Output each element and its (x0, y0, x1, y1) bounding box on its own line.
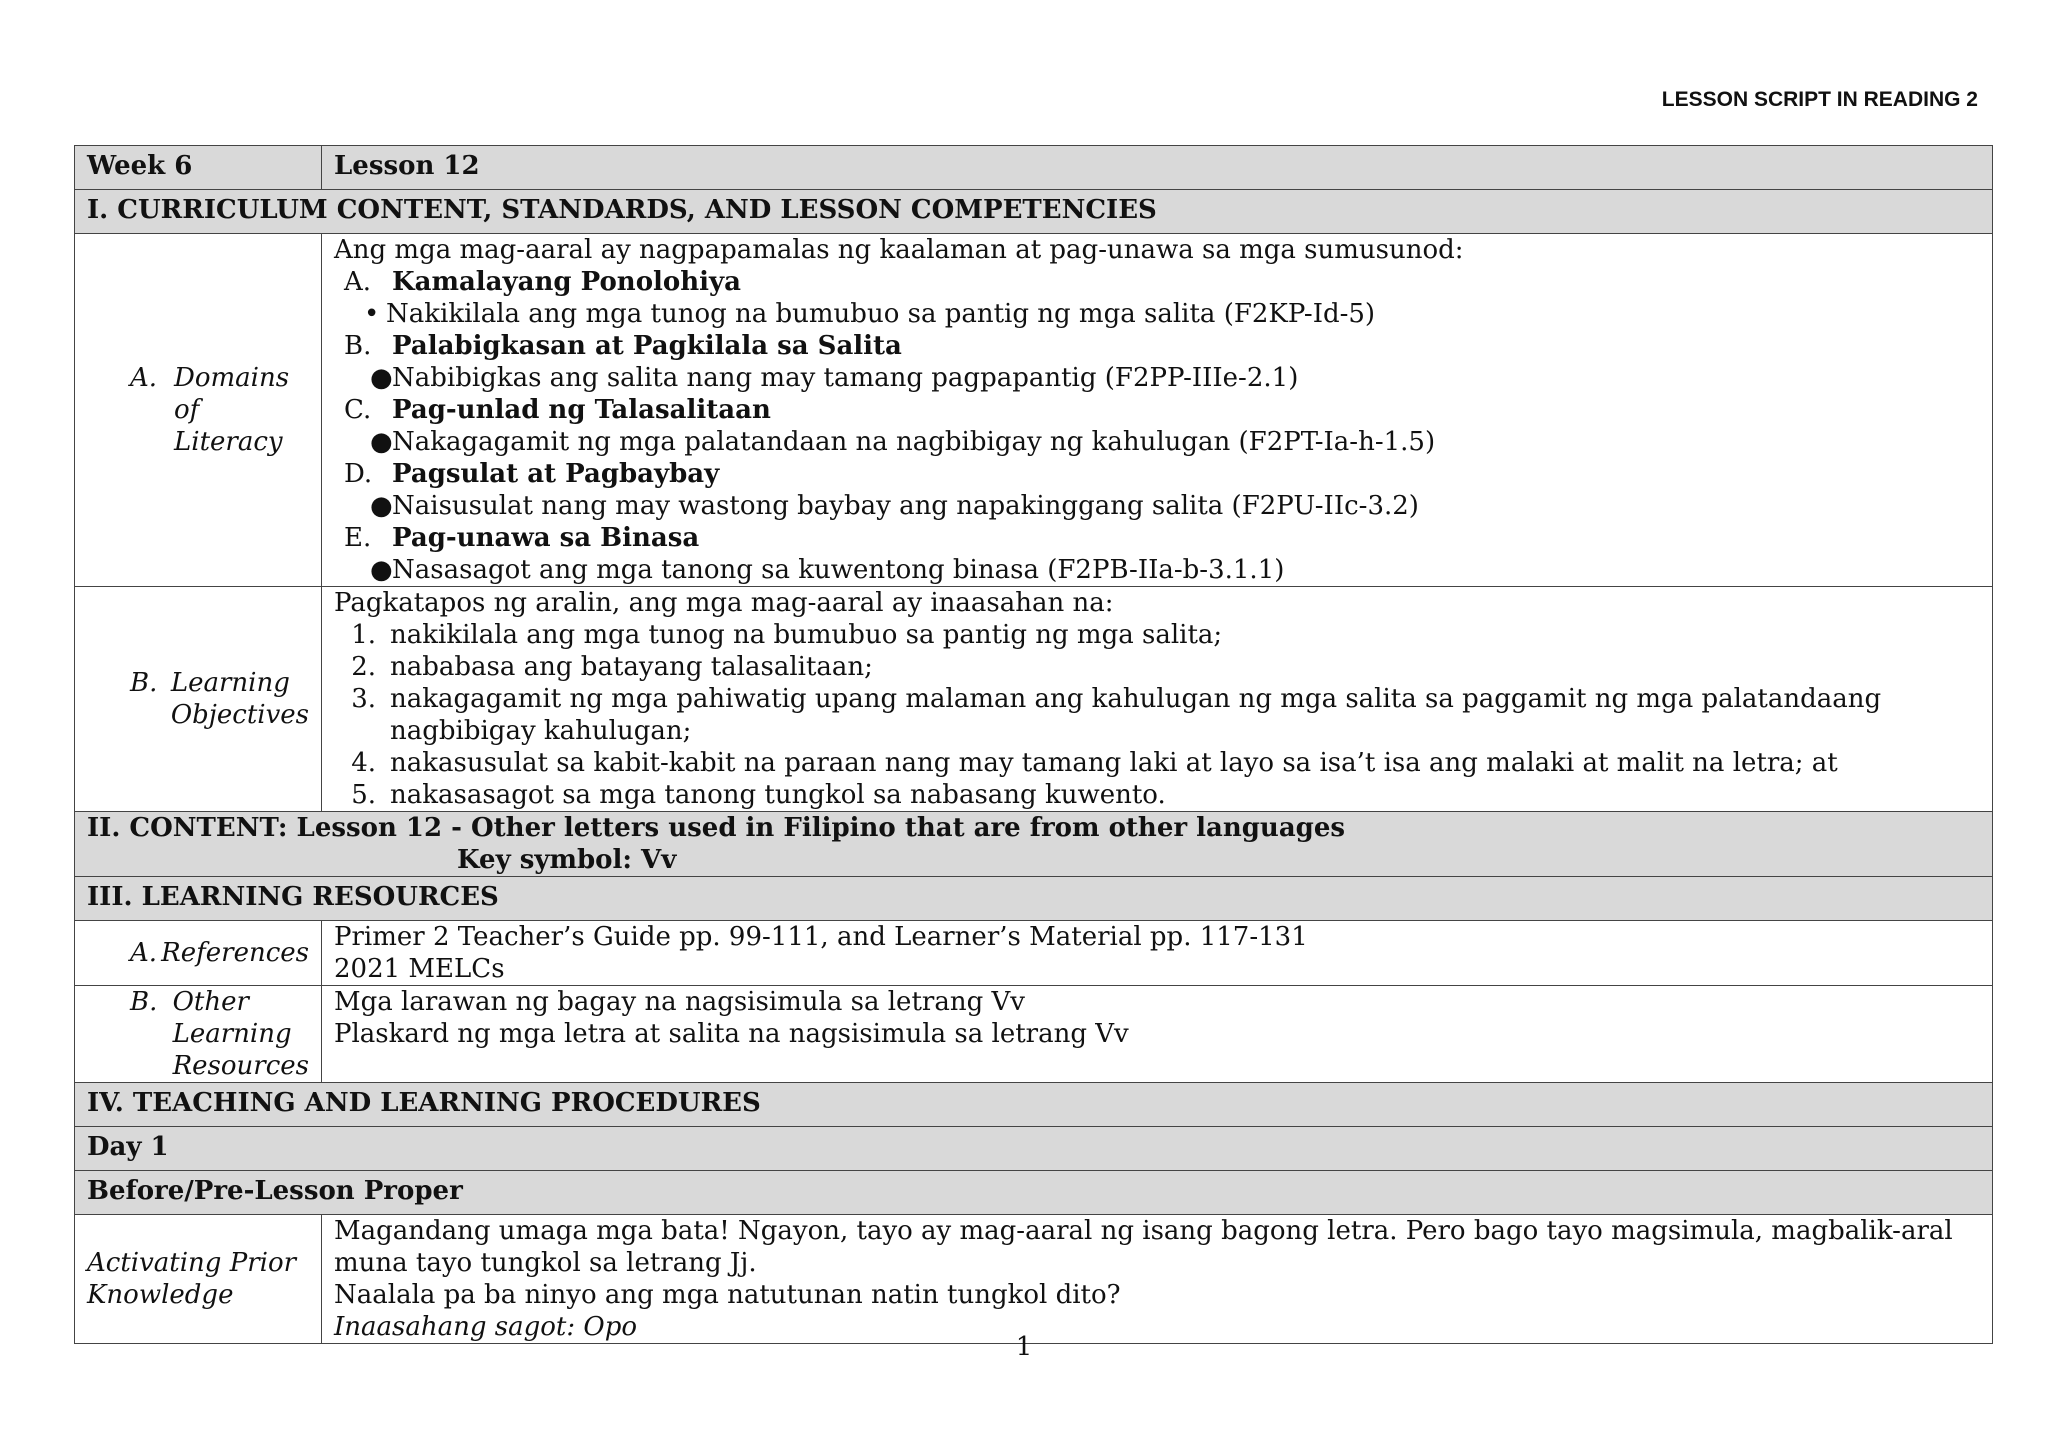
domain-title: Palabigkasan at Pagkilala sa Salita (392, 331, 902, 361)
other-resources-row (75, 986, 1993, 1083)
other-resources-label: Other Learning Resources (172, 987, 310, 1081)
references-letter: A. (130, 938, 158, 968)
activating-row (75, 1215, 1993, 1344)
domain-bullet (334, 426, 1980, 458)
week-cell: Week 6 (75, 146, 322, 190)
domain-title: Kamalayang Ponolohiya (392, 267, 742, 297)
section-2-heading-row (75, 812, 1993, 877)
section-3-heading: III. LEARNING RESOURCES (75, 877, 1993, 921)
objective-text: nakagagamit ng mga pahiwatig upang malaman ang kahulugan ng mga salita sa paggamit ng mga palatandaang nagbibigay kahulugan; (390, 684, 1882, 746)
bullet-icon: ● (370, 363, 393, 393)
domains-label: Domains of Literacy (174, 363, 290, 457)
references-content-cell (322, 921, 1993, 986)
reference-line: 2021 MELCs (334, 954, 505, 984)
references-label: References (161, 938, 309, 968)
domain-item (334, 458, 1980, 490)
domain-bullet (334, 554, 1980, 586)
domains-content-cell (322, 234, 1993, 587)
week-lesson-row (75, 146, 1993, 190)
domain-bullet-text: Naisusulat nang may wastong baybay ang napakinggang salita (F2PU-IIc-3.2) (392, 491, 1419, 521)
references-label-cell (75, 921, 322, 986)
domain-marker: D. (344, 459, 373, 489)
objective-text: nakasasagot sa mga tanong tungkol sa nabasang kuwento. (390, 780, 1166, 810)
domain-bullet (334, 298, 1980, 330)
objectives-row (75, 587, 1993, 812)
resource-line: Mga larawan ng bagay na nagsisimula sa letrang Vv (334, 987, 1025, 1017)
objective-number: 4. (351, 748, 376, 778)
objective-text: nakasusulat sa kabit-kabit na paraan nang may tamang laki at layo sa isa’t isa ang malaki at malit na letra; at (390, 748, 1838, 778)
domain-marker: C. (344, 395, 372, 425)
phase-row (75, 1171, 1993, 1215)
domain-item (334, 330, 1980, 362)
domain-title: Pag-unawa sa Binasa (392, 523, 700, 553)
objective-text: nakikilala ang mga tunog na bumubuo sa pantig ng mga salita; (390, 620, 1223, 650)
expected-answer: Inaasahang sagot: Opo (334, 1312, 637, 1342)
objective-item (334, 747, 1980, 779)
section-3-heading-row (75, 877, 1993, 921)
lesson-table (74, 145, 1993, 1344)
domain-item (334, 522, 1980, 554)
objective-item (334, 779, 1980, 811)
section-1-heading: I. CURRICULUM CONTENT, STANDARDS, AND LESSON COMPETENCIES (75, 190, 1993, 234)
domain-bullet (334, 362, 1980, 394)
objectives-letter: B. (130, 668, 158, 698)
other-resources-content-cell (322, 986, 1993, 1083)
day-heading: Day 1 (75, 1127, 1993, 1171)
domain-marker: A. (344, 267, 372, 297)
objective-number: 3. (351, 684, 376, 714)
lesson-cell: Lesson 12 (322, 146, 1993, 190)
references-row (75, 921, 1993, 986)
page-number: 1 (1015, 1332, 1033, 1362)
phase-heading: Before/Pre-Lesson Proper (75, 1171, 1993, 1215)
domain-bullet-text: Nabibigkas ang salita nang may tamang pagpapantig (F2PP-IIIe-2.1) (392, 363, 1299, 393)
bullet-icon: ● (370, 491, 393, 521)
domain-item (334, 394, 1980, 426)
reference-line: Primer 2 Teacher’s Guide pp. 99-111, and Learner’s Material pp. 117-131 (334, 922, 1308, 952)
objective-number: 2. (351, 652, 376, 682)
objective-number: 1. (351, 620, 376, 650)
objective-number: 5. (351, 780, 376, 810)
activating-content-cell (322, 1215, 1993, 1344)
section-4-heading: IV. TEACHING AND LEARNING PROCEDURES (75, 1083, 1993, 1127)
domains-label-cell (75, 234, 322, 587)
objective-item (334, 683, 1980, 747)
domain-bullet-text: Nakikilala ang mga tunog na bumubuo sa pantig ng mga salita (F2KP-Id-5) (386, 299, 1376, 329)
domain-bullet-text: Nakagagamit ng mga palatandaan na nagbibigay ng kahulugan (F2PT-Ia-h-1.5) (392, 427, 1436, 457)
activating-line: Magandang umaga mga bata! Ngayon, tayo ay mag-aaral ng isang bagong letra. Pero bago tayo magsimula, magbalik-aral muna tayo tungkol sa letrang Jj. (334, 1216, 1953, 1278)
objectives-label-cell (75, 587, 322, 812)
document-header-title: LESSON SCRIPT IN READING 2 (1661, 88, 1978, 111)
domains-letter: A. (130, 363, 158, 393)
domain-marker: E. (344, 523, 372, 553)
activating-line: Naalala pa ba ninyo ang mga natutunan natin tungkol dito? (334, 1280, 1121, 1310)
domain-bullet-text: Nasasagot ang mga tanong sa kuwentong binasa (F2PB-IIa-b-3.1.1) (392, 555, 1285, 585)
section-2-heading-cell (75, 812, 1993, 877)
objectives-label: Learning Objectives (170, 668, 309, 730)
resource-line: Plaskard ng mga letra at salita na nagsisimula sa letrang Vv (334, 1019, 1129, 1049)
objectives-content-cell (322, 587, 1993, 812)
bullet-icon: • (364, 299, 380, 329)
domain-bullet (334, 490, 1980, 522)
objective-item (334, 619, 1980, 651)
objective-item (334, 651, 1980, 683)
key-symbol: Key symbol: Vv (457, 845, 677, 875)
bullet-icon: ● (370, 427, 393, 457)
other-resources-label-cell (75, 986, 322, 1083)
domain-title: Pag-unlad ng Talasalitaan (392, 395, 771, 425)
section-4-heading-row (75, 1083, 1993, 1127)
domain-title: Pagsulat at Pagbaybay (392, 459, 720, 489)
objectives-intro: Pagkatapos ng aralin, ang mga mag-aaral ay inaasahan na: (334, 588, 1114, 618)
section-2-heading: II. CONTENT: Lesson 12 - Other letters used in Filipino that are from other languages (87, 813, 1346, 843)
bullet-icon: ● (370, 555, 393, 585)
section-1-heading-row (75, 190, 1993, 234)
domains-intro: Ang mga mag-aaral ay nagpapamalas ng kaalaman at pag-unawa sa mga sumusunod: (334, 235, 1464, 265)
domain-marker: B. (344, 331, 372, 361)
domains-row (75, 234, 1993, 587)
other-resources-letter: B. (130, 987, 158, 1017)
objective-text: nababasa ang batayang talasalitaan; (390, 652, 873, 682)
domain-item (334, 266, 1980, 298)
activating-label: Activating Prior Knowledge (75, 1215, 322, 1344)
day-row (75, 1127, 1993, 1171)
